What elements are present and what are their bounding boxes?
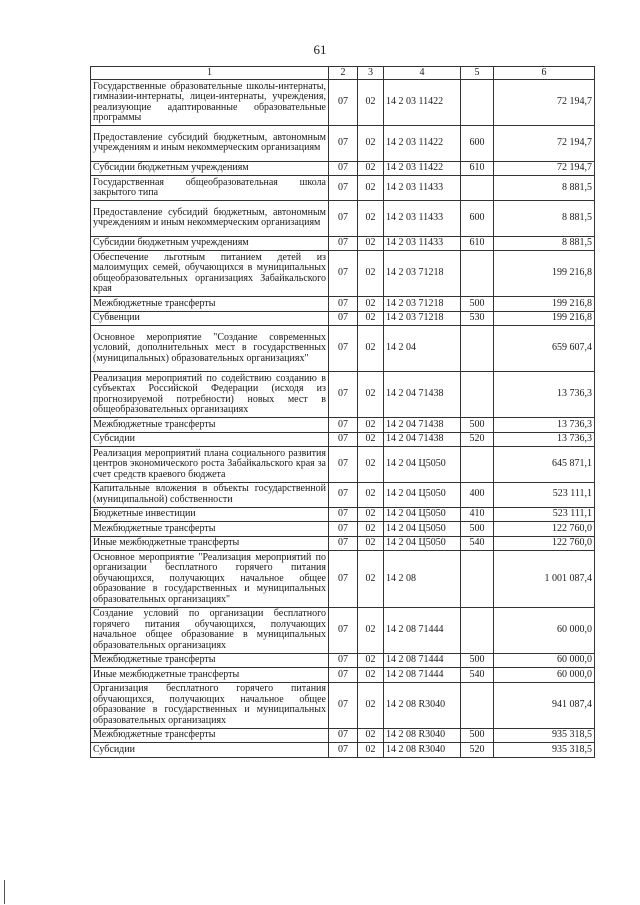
expense-type-cell: 400	[461, 482, 494, 507]
row-name-cell: Субсидии	[91, 743, 329, 758]
table-row	[91, 728, 595, 743]
section-cell: 07	[329, 297, 358, 312]
section-cell: 07	[329, 80, 358, 126]
target-code-cell: 14 2 04 Ц5050	[384, 447, 461, 483]
target-code-cell: 14 2 08 R3040	[384, 728, 461, 743]
row-name-cell: Предоставление субсидий бюджетным, автономным учреждениям и иным некоммерческим организациям	[91, 126, 329, 162]
section-cell: 07	[329, 126, 358, 162]
amount-cell: 199 216,8	[494, 251, 595, 297]
subsection-cell: 02	[358, 418, 384, 433]
target-code-cell: 14 2 04 Ц5050	[384, 507, 461, 522]
amount-cell: 72 194,7	[494, 126, 595, 162]
amount-cell: 8 881,5	[494, 236, 595, 251]
section-cell: 07	[329, 743, 358, 758]
expense-type-cell	[461, 682, 494, 728]
amount-cell: 645 871,1	[494, 447, 595, 483]
section-cell: 07	[329, 536, 358, 551]
target-code-cell: 14 2 08 R3040	[384, 682, 461, 728]
expense-type-cell: 500	[461, 522, 494, 537]
row-name-cell: Реализация мероприятий плана социального развития центров экономического роста Забайкальского края за счет средств краевого бюджета	[91, 447, 329, 483]
table-row	[91, 418, 595, 433]
expense-type-cell: 530	[461, 311, 494, 326]
target-code-cell: 14 2 04 71438	[384, 418, 461, 433]
section-cell: 07	[329, 482, 358, 507]
expense-type-cell	[461, 447, 494, 483]
table-row	[91, 447, 595, 483]
table-row	[91, 236, 595, 251]
row-name-cell: Субсидии бюджетным учреждениям	[91, 161, 329, 176]
table-row	[91, 522, 595, 537]
section-cell: 07	[329, 607, 358, 653]
section-cell: 07	[329, 522, 358, 537]
table-row	[91, 311, 595, 326]
amount-cell: 659 607,4	[494, 326, 595, 372]
subsection-cell: 02	[358, 607, 384, 653]
table-row	[91, 607, 595, 653]
amount-cell: 72 194,7	[494, 161, 595, 176]
table-row	[91, 201, 595, 237]
subsection-cell: 02	[358, 201, 384, 237]
page-number: 61	[313, 42, 327, 57]
row-name-cell: Государственные образовательные школы-интернаты, гимназии-интернаты, лицеи-интернаты, учреждения, реализующие адаптированные образовательные программы	[91, 80, 329, 126]
amount-cell: 13 736,3	[494, 372, 595, 418]
subsection-cell: 02	[358, 668, 384, 683]
column-header: 5	[461, 67, 494, 80]
row-name-cell: Иные межбюджетные трансферты	[91, 536, 329, 551]
column-header: 4	[384, 67, 461, 80]
section-cell: 07	[329, 668, 358, 683]
column-header: 3	[358, 67, 384, 80]
amount-cell: 523 111,1	[494, 507, 595, 522]
table-row	[91, 551, 595, 608]
section-cell: 07	[329, 432, 358, 447]
target-code-cell: 14 2 04 71438	[384, 432, 461, 447]
expense-type-cell	[461, 326, 494, 372]
table-row	[91, 653, 595, 668]
expense-type-cell: 500	[461, 418, 494, 433]
expense-type-cell: 410	[461, 507, 494, 522]
amount-cell: 199 216,8	[494, 297, 595, 312]
subsection-cell: 02	[358, 372, 384, 418]
subsection-cell: 02	[358, 161, 384, 176]
section-cell: 07	[329, 551, 358, 608]
column-header: 2	[329, 67, 358, 80]
row-name-cell: Межбюджетные трансферты	[91, 522, 329, 537]
subsection-cell: 02	[358, 653, 384, 668]
amount-cell: 60 000,0	[494, 668, 595, 683]
target-code-cell: 14 2 03 11422	[384, 126, 461, 162]
target-code-cell: 14 2 03 11433	[384, 201, 461, 237]
expense-type-cell	[461, 372, 494, 418]
amount-cell: 13 736,3	[494, 418, 595, 433]
subsection-cell: 02	[358, 447, 384, 483]
subsection-cell: 02	[358, 432, 384, 447]
amount-cell: 13 736,3	[494, 432, 595, 447]
section-cell: 07	[329, 653, 358, 668]
amount-cell: 935 318,5	[494, 728, 595, 743]
table-row	[91, 482, 595, 507]
row-name-cell: Межбюджетные трансферты	[91, 653, 329, 668]
row-name-cell: Субвенции	[91, 311, 329, 326]
expense-type-cell: 500	[461, 653, 494, 668]
amount-cell: 60 000,0	[494, 653, 595, 668]
subsection-cell: 02	[358, 551, 384, 608]
target-code-cell: 14 2 03 71218	[384, 251, 461, 297]
expense-type-cell: 540	[461, 668, 494, 683]
expense-type-cell: 600	[461, 126, 494, 162]
expense-type-cell: 520	[461, 743, 494, 758]
amount-cell: 60 000,0	[494, 607, 595, 653]
table-body	[91, 80, 595, 758]
section-cell: 07	[329, 447, 358, 483]
amount-cell: 8 881,5	[494, 201, 595, 237]
row-name-cell: Капитальные вложения в объекты государственной (муниципальной) собственности	[91, 482, 329, 507]
amount-cell: 523 111,1	[494, 482, 595, 507]
section-cell: 07	[329, 236, 358, 251]
target-code-cell: 14 2 04 Ц5050	[384, 522, 461, 537]
table-row	[91, 682, 595, 728]
section-cell: 07	[329, 311, 358, 326]
section-cell: 07	[329, 372, 358, 418]
section-cell: 07	[329, 728, 358, 743]
table-row	[91, 743, 595, 758]
amount-cell: 941 087,4	[494, 682, 595, 728]
subsection-cell: 02	[358, 743, 384, 758]
section-cell: 07	[329, 418, 358, 433]
expense-type-cell: 520	[461, 432, 494, 447]
target-code-cell: 14 2 03 11433	[384, 236, 461, 251]
table-row	[91, 326, 595, 372]
expense-type-cell: 540	[461, 536, 494, 551]
subsection-cell: 02	[358, 236, 384, 251]
expense-type-cell	[461, 251, 494, 297]
table-row	[91, 668, 595, 683]
table-row	[91, 251, 595, 297]
table-row	[91, 432, 595, 447]
expense-type-cell	[461, 607, 494, 653]
row-name-cell: Обеспечение льготным питанием детей из малоимущих семей, обучающихся в муниципальных общеобразовательных организациях Забайкальского края	[91, 251, 329, 297]
section-cell: 07	[329, 201, 358, 237]
table-row	[91, 126, 595, 162]
subsection-cell: 02	[358, 311, 384, 326]
subsection-cell: 02	[358, 522, 384, 537]
target-code-cell: 14 2 03 71218	[384, 297, 461, 312]
table-row	[91, 507, 595, 522]
row-name-cell: Предоставление субсидий бюджетным, автономным учреждениям и иным некоммерческим организациям	[91, 201, 329, 237]
section-cell: 07	[329, 682, 358, 728]
target-code-cell: 14 2 04	[384, 326, 461, 372]
row-name-cell: Межбюджетные трансферты	[91, 728, 329, 743]
subsection-cell: 02	[358, 80, 384, 126]
budget-table	[90, 66, 595, 758]
amount-cell: 122 760,0	[494, 522, 595, 537]
amount-cell: 935 318,5	[494, 743, 595, 758]
row-name-cell: Создание условий по организации бесплатного горячего питания обучающихся, получающих начальное общее образование в муниципальных образовательных организациях	[91, 607, 329, 653]
expense-type-cell: 500	[461, 297, 494, 312]
expense-type-cell	[461, 80, 494, 126]
row-name-cell: Основное мероприятие "Реализация мероприятий по организации бесплатного горячего питания обучающихся, получающих начальное общее образование в государственных и муниципальных образовательных организациях"	[91, 551, 329, 608]
target-code-cell: 14 2 04 71438	[384, 372, 461, 418]
expense-type-cell	[461, 176, 494, 201]
expense-type-cell: 610	[461, 161, 494, 176]
subsection-cell: 02	[358, 728, 384, 743]
column-header: 1	[91, 67, 329, 80]
target-code-cell: 14 2 03 11422	[384, 161, 461, 176]
section-cell: 07	[329, 251, 358, 297]
table-row	[91, 372, 595, 418]
target-code-cell: 14 2 03 11433	[384, 176, 461, 201]
section-cell: 07	[329, 326, 358, 372]
row-name-cell: Реализация мероприятий по содействию созданию в субъектах Российской Федерации (исходя из прогнозируемой потребности) новых мест в общеобразовательных организациях	[91, 372, 329, 418]
target-code-cell: 14 2 04 Ц5050	[384, 536, 461, 551]
table-row	[91, 80, 595, 126]
table-row	[91, 536, 595, 551]
subsection-cell: 02	[358, 251, 384, 297]
target-code-cell: 14 2 08 71444	[384, 607, 461, 653]
row-name-cell: Основное мероприятие "Создание современных условий, дополнительных мест в государственных (муниципальных) образовательных организациях"	[91, 326, 329, 372]
table-row	[91, 176, 595, 201]
target-code-cell: 14 2 08	[384, 551, 461, 608]
section-cell: 07	[329, 507, 358, 522]
amount-cell: 1 001 087,4	[494, 551, 595, 608]
target-code-cell: 14 2 08 71444	[384, 668, 461, 683]
margin-mark	[4, 880, 5, 904]
subsection-cell: 02	[358, 326, 384, 372]
target-code-cell: 14 2 08 71444	[384, 653, 461, 668]
row-name-cell: Субсидии бюджетным учреждениям	[91, 236, 329, 251]
column-header: 6	[494, 67, 595, 80]
row-name-cell: Бюджетные инвестиции	[91, 507, 329, 522]
subsection-cell: 02	[358, 482, 384, 507]
amount-cell: 8 881,5	[494, 176, 595, 201]
subsection-cell: 02	[358, 297, 384, 312]
subsection-cell: 02	[358, 507, 384, 522]
row-name-cell: Субсидии	[91, 432, 329, 447]
subsection-cell: 02	[358, 176, 384, 201]
row-name-cell: Организация бесплатного горячего питания обучающихся, получающих начальное общее образование в государственных и муниципальных образовательных организациях	[91, 682, 329, 728]
expense-type-cell: 610	[461, 236, 494, 251]
expense-type-cell	[461, 551, 494, 608]
subsection-cell: 02	[358, 536, 384, 551]
amount-cell: 72 194,7	[494, 80, 595, 126]
expense-type-cell: 600	[461, 201, 494, 237]
table-row	[91, 297, 595, 312]
subsection-cell: 02	[358, 682, 384, 728]
target-code-cell: 14 2 03 11422	[384, 80, 461, 126]
target-code-cell: 14 2 03 71218	[384, 311, 461, 326]
expense-type-cell: 500	[461, 728, 494, 743]
row-name-cell: Межбюджетные трансферты	[91, 418, 329, 433]
table-row	[91, 161, 595, 176]
section-cell: 07	[329, 161, 358, 176]
subsection-cell: 02	[358, 126, 384, 162]
amount-cell: 199 216,8	[494, 311, 595, 326]
table-header-row	[91, 67, 595, 80]
target-code-cell: 14 2 04 Ц5050	[384, 482, 461, 507]
amount-cell: 122 760,0	[494, 536, 595, 551]
row-name-cell: Межбюджетные трансферты	[91, 297, 329, 312]
section-cell: 07	[329, 176, 358, 201]
target-code-cell: 14 2 08 R3040	[384, 743, 461, 758]
row-name-cell: Государственная общеобразовательная школа закрытого типа	[91, 176, 329, 201]
row-name-cell: Иные межбюджетные трансферты	[91, 668, 329, 683]
